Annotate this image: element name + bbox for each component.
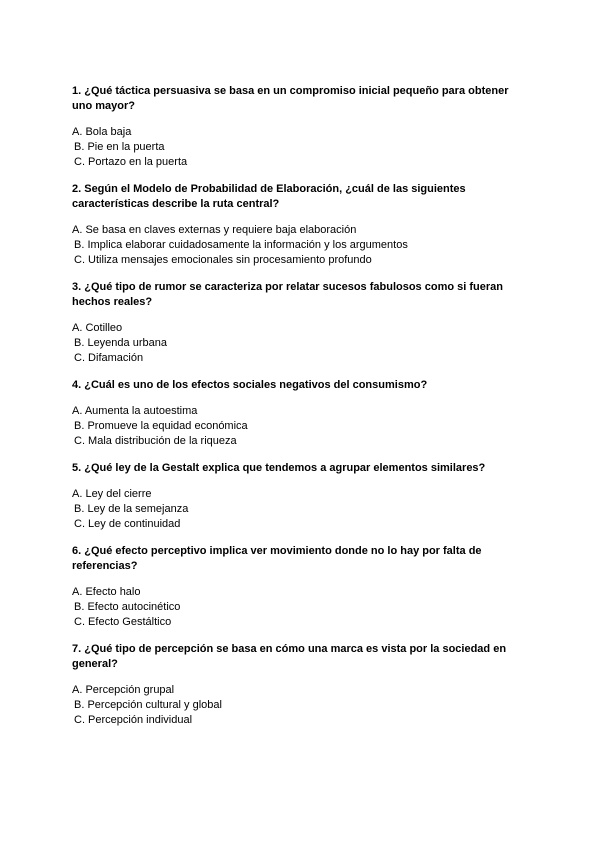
question-5 [72, 461, 540, 532]
question-3 [72, 280, 540, 366]
option-c: C. Mala distribución de la riqueza [74, 435, 237, 447]
question-text: 7. ¿Qué tipo de percepción se basa en cómo una marca es vista por la sociedad en general? [72, 643, 507, 670]
option-c: C. Difamación [74, 352, 144, 364]
option-b: B. Pie en la puerta [74, 141, 165, 153]
question-text: 1. ¿Qué táctica persuasiva se basa en un compromiso inicial pequeño para obtener uno mayor? [72, 85, 509, 112]
option-list [72, 487, 540, 532]
option-c: C. Utiliza mensajes emocionales sin procesamiento profundo [74, 254, 372, 266]
question-text: 5. ¿Qué ley de la Gestalt explica que tendemos a agrupar elementos similares? [72, 462, 486, 474]
option-c: C. Portazo en la puerta [74, 156, 188, 168]
option-list [72, 321, 540, 366]
option-b: B. Efecto autocinético [74, 601, 181, 613]
option-c: C. Percepción individual [74, 714, 193, 726]
option-c: C. Efecto Gestáltico [74, 616, 172, 628]
question-2 [72, 182, 540, 268]
question-6 [72, 544, 540, 630]
option-b: B. Implica elaborar cuidadosamente la información y los argumentos [74, 239, 408, 251]
question-4 [72, 378, 540, 449]
question-text: 4. ¿Cuál es uno de los efectos sociales negativos del consumismo? [72, 379, 428, 391]
option-b: B. Percepción cultural y global [74, 699, 222, 711]
option-b: B. Ley de la semejanza [74, 503, 189, 515]
option-list [72, 683, 540, 728]
question-7 [72, 642, 540, 728]
option-a: A. Ley del cierre [72, 488, 152, 500]
option-list [72, 585, 540, 630]
option-a: A. Bola baja [72, 126, 132, 138]
option-list [72, 125, 540, 170]
question-text: 2. Según el Modelo de Probabilidad de Elaboración, ¿cuál de las siguientes características describe la ruta central? [72, 183, 466, 210]
option-list [72, 223, 540, 268]
option-a: A. Cotilleo [72, 322, 123, 334]
question-text: 6. ¿Qué efecto perceptivo implica ver movimiento donde no lo hay por falta de referencias? [72, 545, 482, 572]
option-a: A. Aumenta la autoestima [72, 405, 198, 417]
option-b: B. Promueve la equidad económica [74, 420, 248, 432]
option-b: B. Leyenda urbana [74, 337, 167, 349]
option-a: A. Percepción grupal [72, 684, 175, 696]
question-1 [72, 84, 540, 170]
option-list [72, 404, 540, 449]
option-a: A. Efecto halo [72, 586, 141, 598]
option-c: C. Ley de continuidad [74, 518, 181, 530]
question-text: 3. ¿Qué tipo de rumor se caracteriza por relatar sucesos fabulosos como si fueran hechos reales? [72, 281, 503, 308]
option-a: A. Se basa en claves externas y requiere baja elaboración [72, 224, 357, 236]
